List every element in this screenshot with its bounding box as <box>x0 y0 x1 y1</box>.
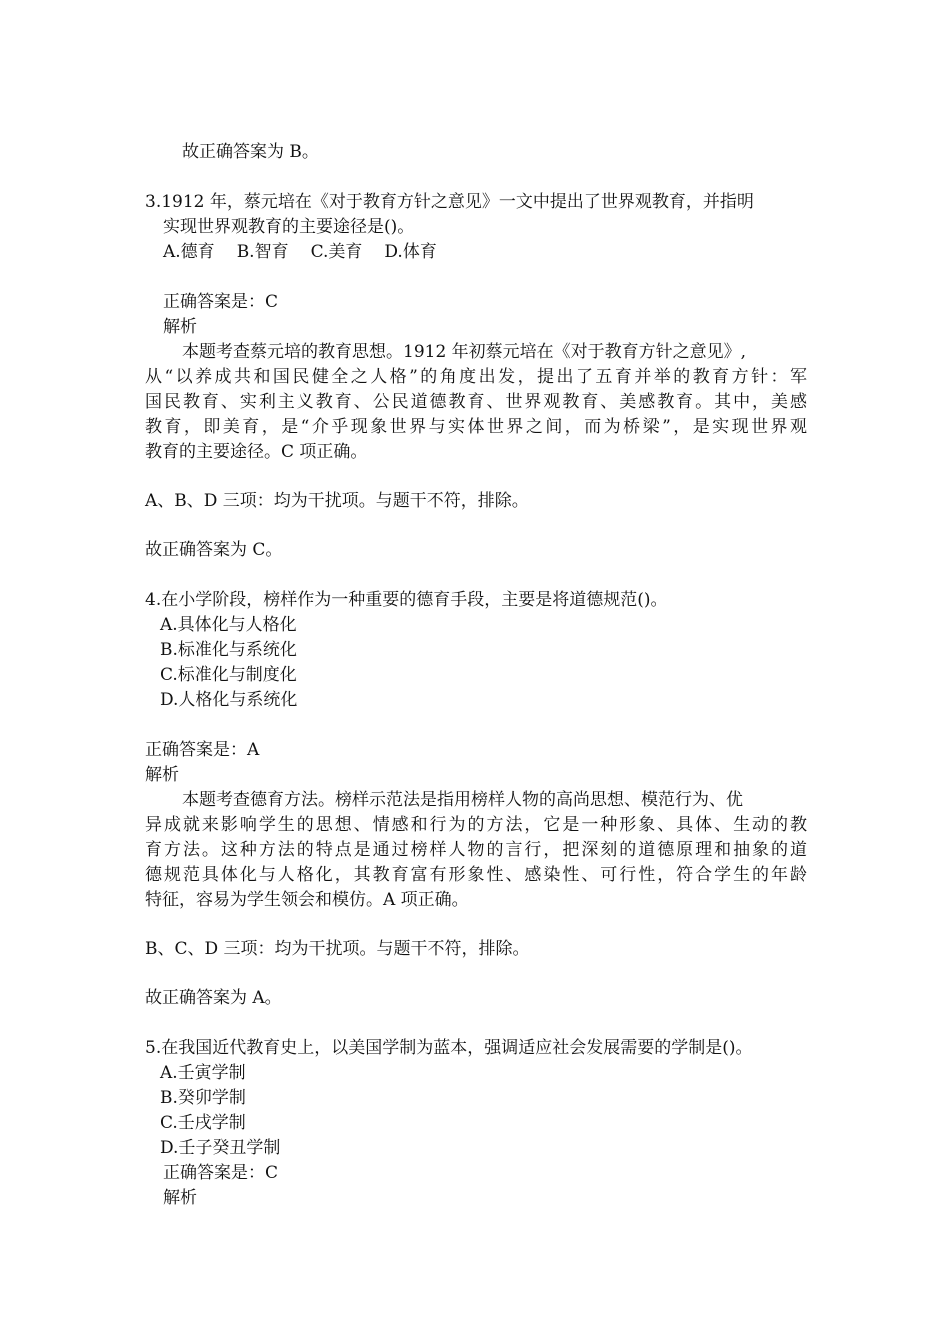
q5-option-d: D.壬子癸丑学制 <box>160 1138 281 1158</box>
q3-analysis-line: 从“以养成共和国民健全之人格”的角度出发，提出了五育并举的教育方针：军 <box>145 367 807 387</box>
q3-option-b: B.智育 <box>236 242 289 262</box>
q4-option-d: D.人格化与系统化 <box>160 690 298 710</box>
q4-analysis-line: 德规范具体化与人格化，其教育富有形象性、感染性、可行性，符合学生的年龄 <box>145 865 807 885</box>
q3-conclusion: 故正确答案为 C。 <box>145 540 283 560</box>
q4-exclusion: B、C、D 三项：均为干扰项。与题干不符，排除。 <box>145 939 530 959</box>
q4-analysis-line: 异成就来影响学生的思想、情感和行为的方法，它是一种形象、具体、生动的教 <box>145 815 807 835</box>
q4-conclusion: 故正确答案为 A。 <box>145 988 282 1008</box>
q4-analysis-label: 解析 <box>145 765 179 785</box>
q3-option-d: D.体育 <box>384 242 437 262</box>
q5-stem: 5.在我国近代教育史上，以美国学制为蓝本，强调适应社会发展需要的学制是()。 <box>145 1038 753 1058</box>
q5-option-b: B.癸卯学制 <box>160 1088 246 1108</box>
q5-option-a: A.壬寅学制 <box>160 1063 246 1083</box>
q4-answer: 正确答案是：A <box>145 740 260 760</box>
q2-conclusion: 故正确答案为 B。 <box>182 142 319 162</box>
q5-option-c: C.壬戌学制 <box>160 1113 246 1133</box>
q3-stem-line1: 3.1912 年，蔡元培在《对于教育方针之意见》一文中提出了世界观教育，并指明 <box>145 192 754 212</box>
q3-analysis-line: 教育，即美育，是“介乎现象世界与实体世界之间，而为桥梁”，是实现世界观 <box>145 417 807 437</box>
q3-option-a: A.德育 <box>163 242 215 262</box>
q4-option-c: C.标准化与制度化 <box>160 665 297 685</box>
q3-options <box>163 240 459 264</box>
q3-analysis-line: 国民教育、实利主义教育、公民道德教育、世界观教育、美感教育。其中，美感 <box>145 392 807 412</box>
q3-answer: 正确答案是：C <box>163 292 279 312</box>
q3-exclusion: A、B、D 三项：均为干扰项。与题干不符，排除。 <box>145 491 529 511</box>
q4-option-b: B.标准化与系统化 <box>160 640 297 660</box>
q3-option-c: C.美育 <box>310 242 363 262</box>
q4-analysis-line: 特征，容易为学生领会和模仿。A 项正确。 <box>145 890 469 910</box>
q4-stem: 4.在小学阶段，榜样作为一种重要的德育手段，主要是将道德规范()。 <box>145 590 668 610</box>
q5-answer: 正确答案是：C <box>163 1163 279 1183</box>
q3-stem-line2: 实现世界观教育的主要途径是()。 <box>163 217 415 237</box>
q4-analysis-line: 育方法。这种方法的特点是通过榜样人物的言行，把深刻的道德原理和抽象的道 <box>145 840 807 860</box>
q5-analysis-label: 解析 <box>163 1188 197 1208</box>
q4-option-a: A.具体化与人格化 <box>160 615 297 635</box>
q3-analysis-label: 解析 <box>163 317 197 337</box>
q3-analysis-line: 本题考查蔡元培的教育思想。1912 年初蔡元培在《对于教育方针之意见》, <box>182 342 747 362</box>
q4-analysis-line: 本题考查德育方法。榜样示范法是指用榜样人物的高尚思想、模范行为、优 <box>182 790 743 810</box>
q3-analysis-line: 教育的主要途径。C 项正确。 <box>145 442 368 462</box>
